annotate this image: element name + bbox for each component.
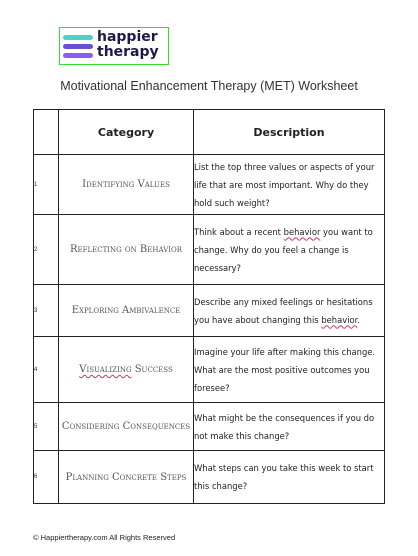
logo-waves-icon: [63, 33, 93, 61]
row-number: 2: [34, 215, 59, 285]
table-row: [34, 337, 385, 403]
header-number: [34, 110, 59, 155]
happier-therapy-logo: [59, 27, 169, 65]
row-number: 4: [34, 337, 59, 403]
worksheet-title: Motivational Enhancement Therapy (MET) Worksheet: [60, 79, 358, 93]
header-category: Category: [59, 110, 194, 155]
row-number: 1: [34, 155, 59, 215]
row-description: Describe any mixed feelings or hesitations you have about changing this behavior.: [194, 285, 385, 337]
header-description: Description: [194, 110, 385, 155]
logo-line1: happier: [97, 29, 158, 45]
worksheet-table: [33, 109, 385, 504]
row-number: 5: [34, 403, 59, 451]
row-category: Visualizing Success: [59, 337, 194, 403]
table-row: [34, 403, 385, 451]
table-header-row: [34, 110, 385, 155]
table-row: [34, 215, 385, 285]
row-category: Considering Consequences: [59, 403, 194, 451]
row-description: What might be the consequences if you do not make this change?: [194, 403, 385, 451]
row-description: List the top three values or aspects of your life that are most important. Why do they hold such weight?: [194, 155, 385, 215]
row-category: Reflecting on Behavior: [59, 215, 194, 285]
row-description: What steps can you take this week to start this change?: [194, 451, 385, 504]
spellcheck-word: behavior: [321, 314, 358, 325]
copyright-footer: © Happiertherapy.com All Rights Reserved: [33, 533, 176, 542]
row-category: Exploring Ambivalence: [59, 285, 194, 337]
spellcheck-word: behavior: [283, 226, 321, 237]
spellcheck-word: Visualizing: [79, 364, 132, 375]
row-number: 3: [34, 285, 59, 337]
table-row: [34, 285, 385, 337]
row-number: 6: [34, 451, 59, 504]
logo-text: [97, 30, 159, 60]
table-row: [34, 155, 385, 215]
table-row: [34, 451, 385, 504]
row-description: Think about a recent behavior you want to change. Why do you feel a change is necessary?: [194, 215, 385, 285]
row-description: Imagine your life after making this change. What are the most positive outcomes you foresee?: [194, 337, 385, 403]
row-category: Planning Concrete Steps: [59, 451, 194, 504]
logo-line2: therapy: [97, 44, 159, 60]
row-category: Identifying Values: [59, 155, 194, 215]
